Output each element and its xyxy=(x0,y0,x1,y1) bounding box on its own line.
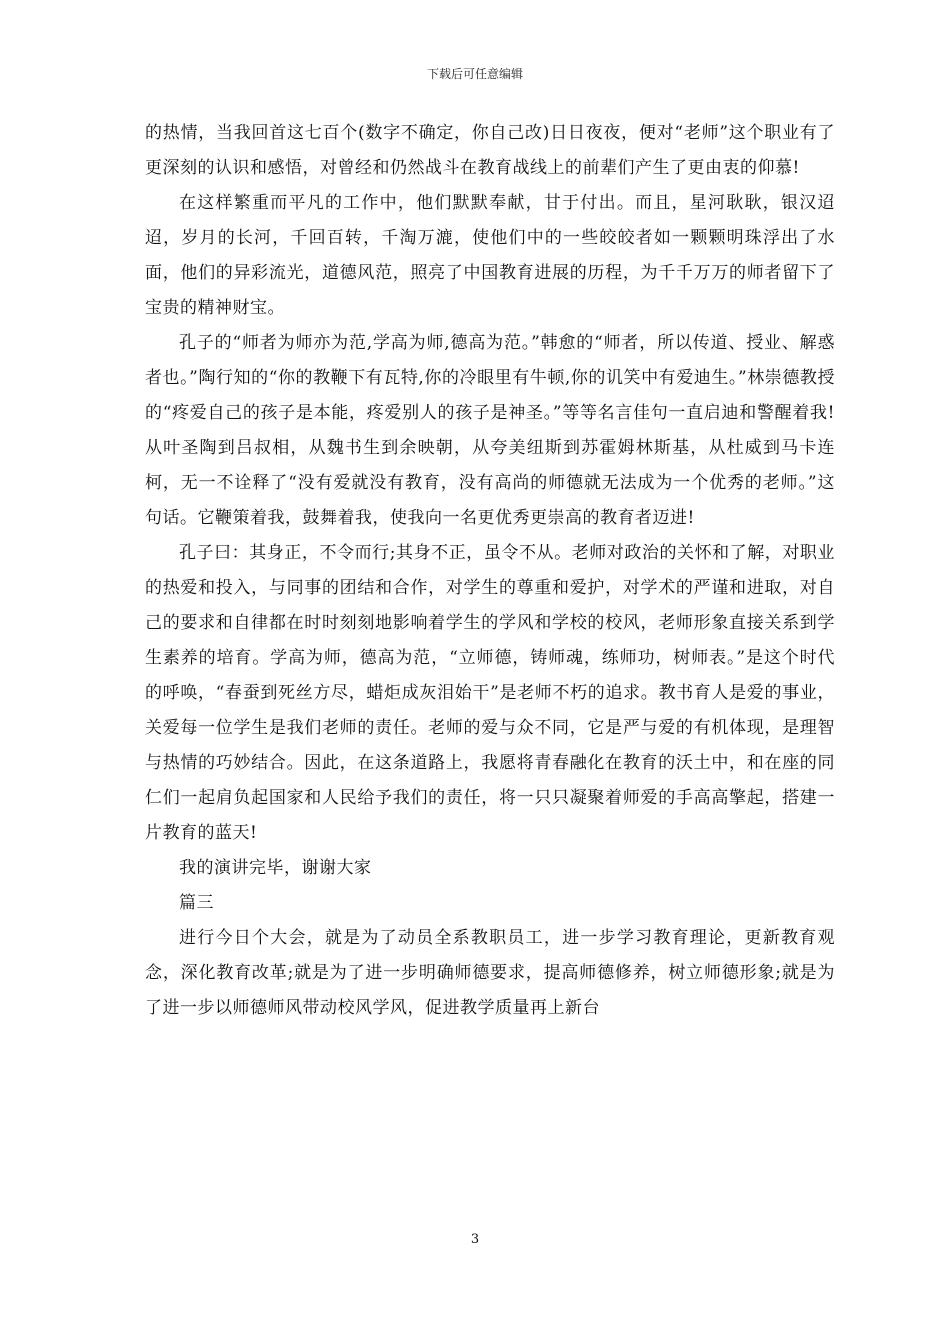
closing-line: 我的演讲完毕，谢谢大家 xyxy=(179,858,372,878)
paragraph: 进行今日个大会，就是为了动员全系教职员工，进一步学习教育理论，更新教育观念，深化教育改革;就是为了进一步明确师德要求，提高师德修养，树立师德形象;就是为了进一步以师德师风带动校风学风，促进教学质量再上新台 xyxy=(145,928,835,1018)
paragraph: 孔子曰：其身正，不令而行;其身不正，虽令不从。老师对政治的关怀和了解，对职业的热爱和投入，与同事的团结和合作，对学生的尊重和爱护，对学术的严谨和进取，对自己的要求和自律都在时时刻刻地影响着学生的学风和学校的校风，老师形象直接关系到学生素养的培育。学高为师，德高为范，“立师德，铸师魂，练师功，树师表。”是这个时代的呼唤，“春蚕到死丝方尽，蜡炬成灰泪始干”是老师不朽的追求。教书育人是爱的事业，关爱每一位学生是我们老师的责任。老师的爱与众不同，它是严与爱的有机体现，是理智与热情的巧妙结合。因此，在这条道路上，我愿将青春融化在教育的沃土中，和在座的同仁们一起肩负起国家和人民给予我们的责任，将一只只凝聚着师爱的手高高擎起，搭建一片教育的蓝天! xyxy=(145,543,835,843)
paragraph: 在这样繁重而平凡的工作中，他们默默奉献，甘于付出。而且，星河耿耿，银汉迢迢，岁月的长河，千回百转，千淘万漉，使他们中的一些皎皎者如一颗颗明珠浮出了水面，他们的异彩流光，道德风范，照亮了中国教育进展的历程，为千千万万的师者留下了宝贵的精神财宝。 xyxy=(145,193,835,318)
paragraph: 孔子的“师者为师亦为范,学高为师,德高为范。”韩愈的“师者，所以传道、授业、解惑者也。”陶行知的“你的教鞭下有瓦特,你的冷眼里有牛顿,你的讥笑中有爱迪生。”林崇德教授的“疼爱自己的孩子是本能，疼爱别人的孩子是神圣。”等等名言佳句一直启迪和警醒着我!从叶圣陶到吕叔相，从魏书生到余映朝，从夸美纽斯到苏霍姆林斯基，从杜威到马卡连柯，无一不诠释了“没有爱就没有教育，没有高尚的师德就无法成为一个优秀的老师。”这句话。它鞭策着我，鼓舞着我，使我向一名更优秀更崇高的教育者迈进! xyxy=(145,333,835,528)
section-heading: 篇三 xyxy=(179,893,214,913)
page-header: 下载后可任意编辑 xyxy=(426,67,523,81)
page-number: 3 xyxy=(470,1232,480,1247)
document-body xyxy=(145,116,835,1026)
paragraph-continuation: 的热情，当我回首这七百个(数字不确定，你自己改)日日夜夜，便对“老师”这个职业有了更深刻的认识和感悟，对曾经和仍然战斗在教育战线上的前辈们产生了更由衷的仰慕! xyxy=(145,123,835,178)
